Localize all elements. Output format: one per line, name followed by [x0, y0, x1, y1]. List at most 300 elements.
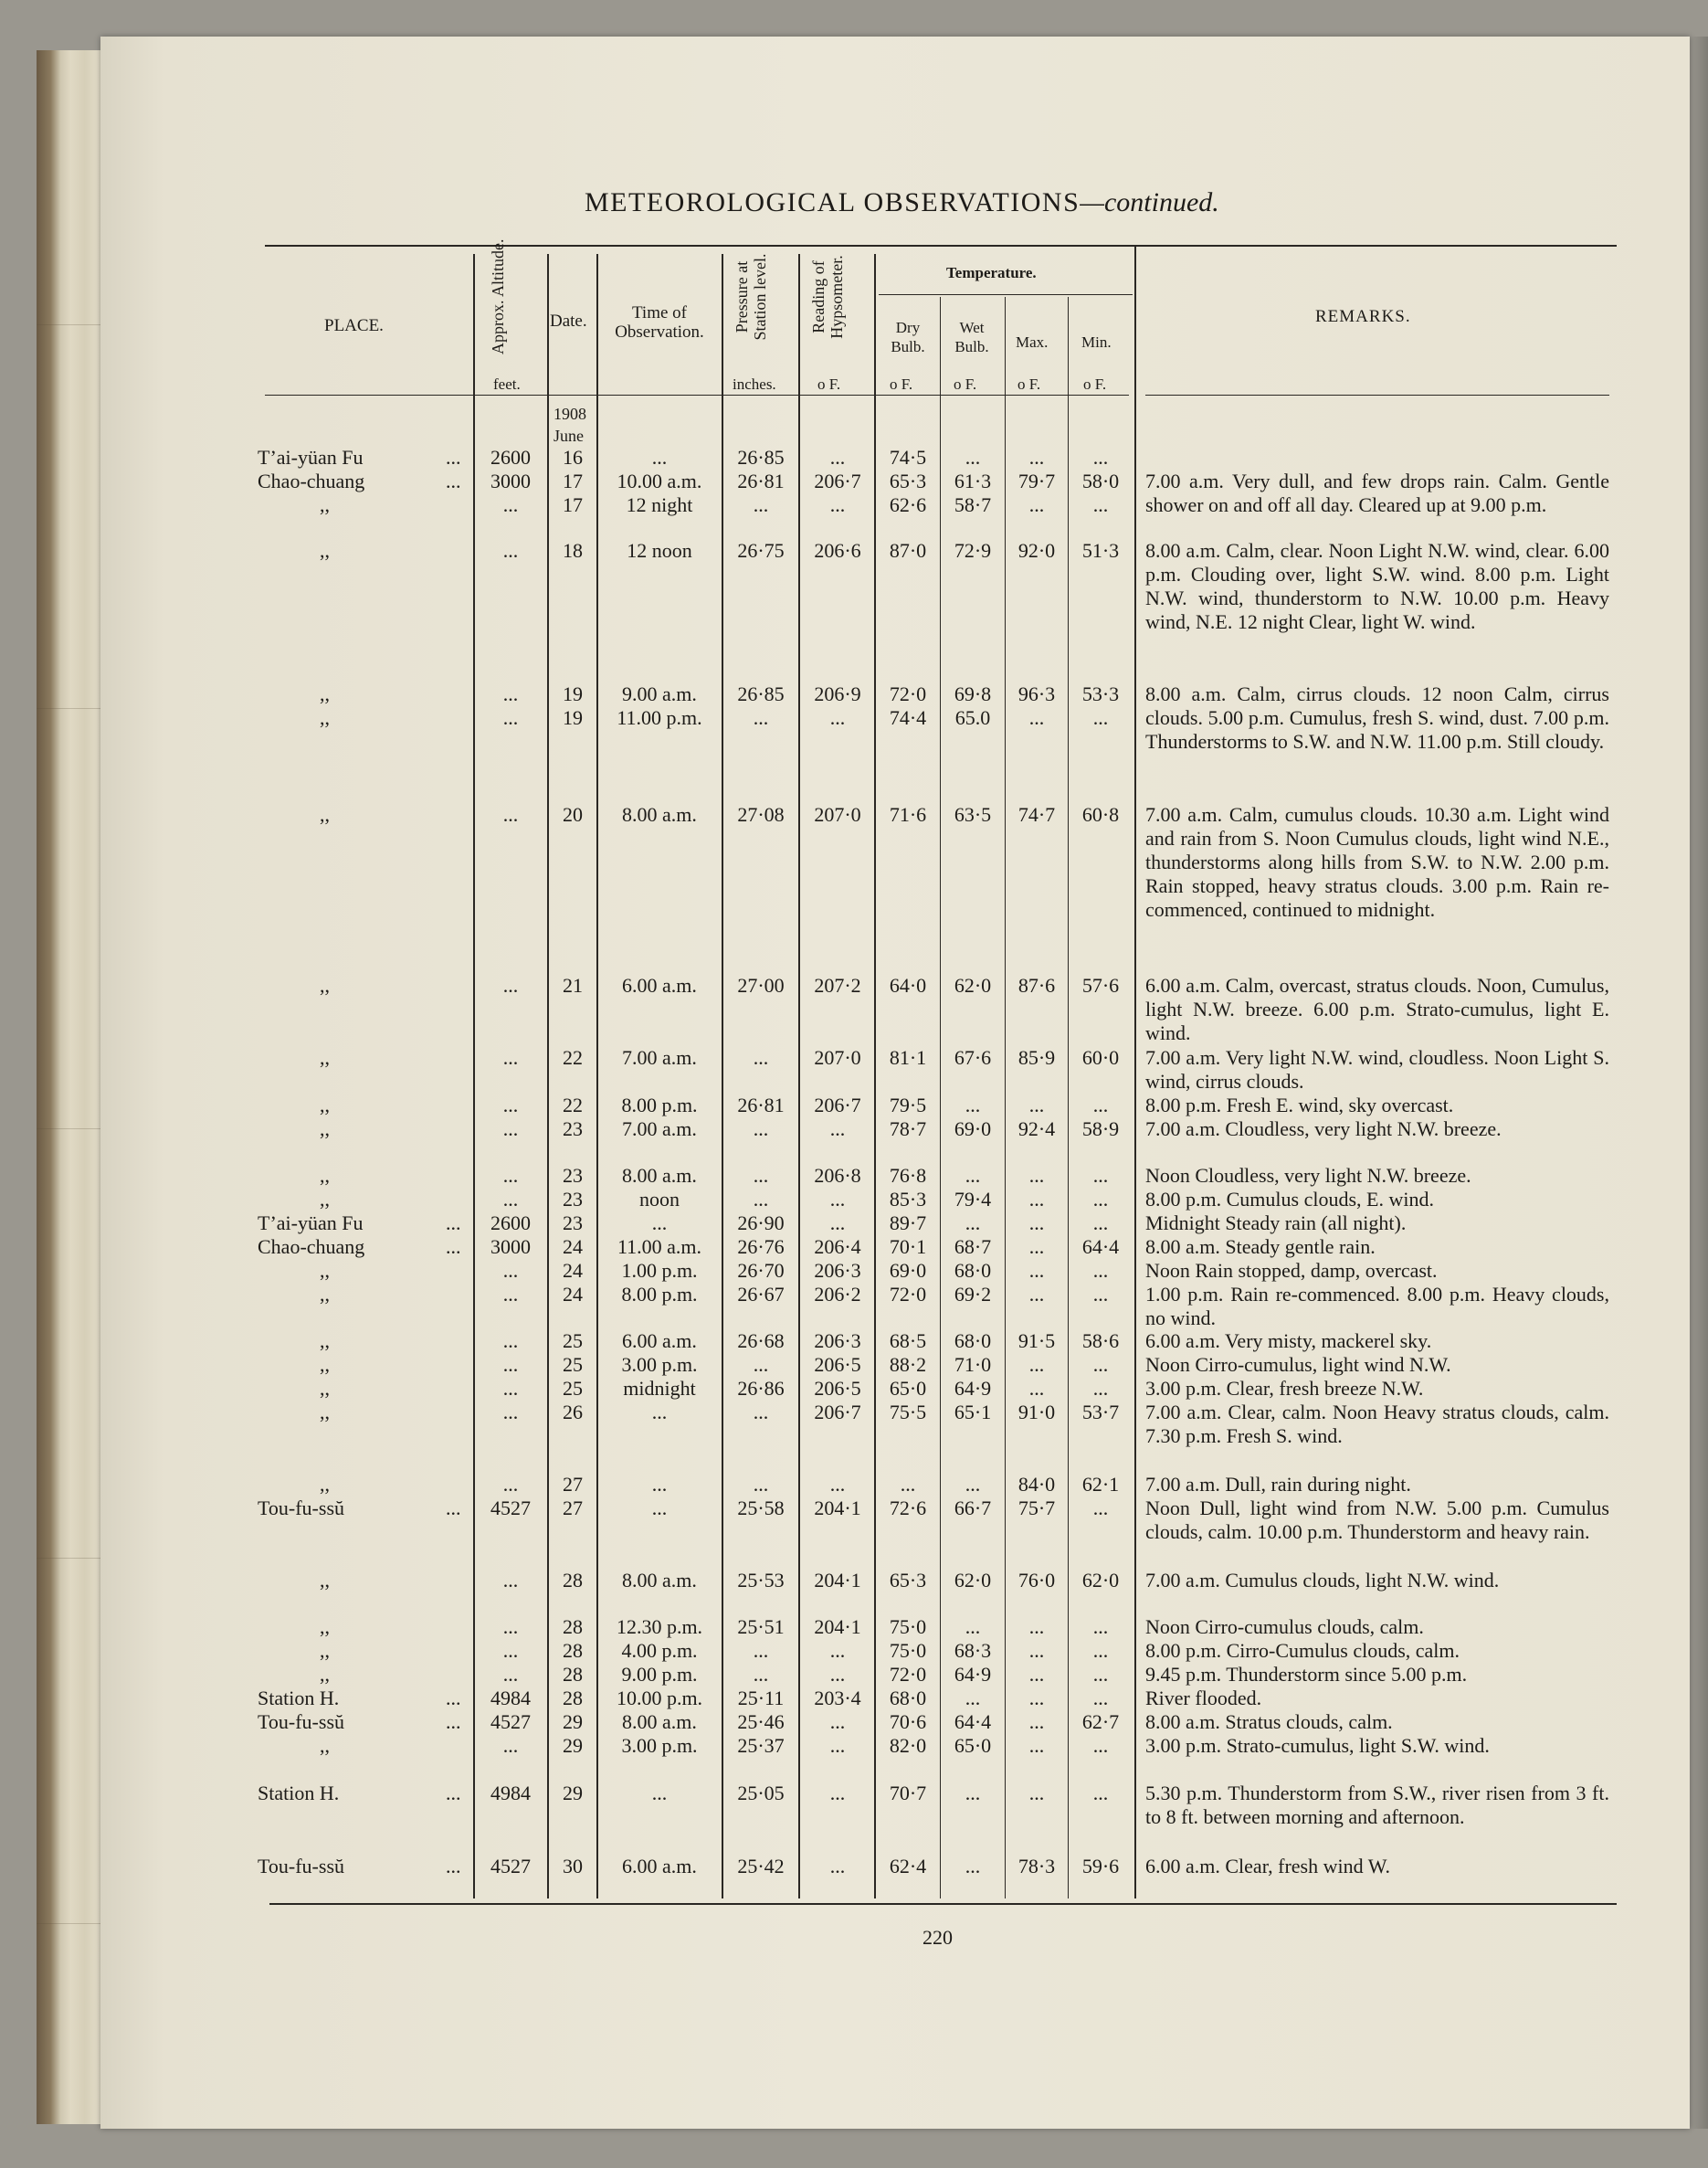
place-cell: ,, [320, 1639, 330, 1662]
max-cell: ... [1028, 1639, 1045, 1662]
place-cell: T’ai-yüan Fu [258, 1211, 364, 1234]
pressure-cell: 25·58 [737, 1496, 785, 1519]
date-cell: 29 [563, 1710, 583, 1733]
hyps-cell: 204·1 [814, 1496, 861, 1519]
time-cell: 12 noon [627, 539, 692, 562]
leader-dots: ... [446, 470, 461, 492]
pressure-cell: ... [753, 1639, 769, 1662]
hyps-cell: 206·5 [814, 1353, 861, 1376]
dry-cell: 70·7 [889, 1782, 927, 1804]
pressure-cell: 27·08 [737, 803, 785, 826]
time-cell: noon [639, 1188, 680, 1211]
time-cell: 11.00 a.m. [617, 1235, 702, 1258]
hyps-cell: 204·1 [814, 1569, 861, 1592]
place-cell: T’ai-yüan Fu [258, 446, 364, 469]
date-cell: 21 [563, 974, 583, 997]
dry-cell: 65·3 [889, 1569, 927, 1592]
time-cell: 10.00 a.m. [617, 470, 702, 492]
remark-text: 1.00 p.m. Rain re-commenced. 8.00 p.m. Heavy clouds, no wind. [1145, 1283, 1609, 1329]
header-time: Time of Observation. [615, 303, 704, 342]
max-cell: 92·4 [1017, 1117, 1056, 1140]
alt-cell: ... [502, 493, 519, 516]
wet-cell: 72·9 [954, 539, 992, 562]
pressure-cell: 26·81 [737, 470, 785, 492]
place-cell: Chao-chuang [258, 1235, 365, 1258]
time-cell: ... [651, 1496, 668, 1519]
alt-cell: ... [502, 1117, 519, 1140]
date-cell: 19 [563, 706, 583, 729]
wet-cell: ... [965, 1855, 981, 1877]
min-cell: 53·7 [1081, 1401, 1120, 1423]
min-cell: ... [1092, 1734, 1109, 1757]
remark-text: Noon Dull, light wind from N.W. 5.00 p.m. Cumulus clouds, calm. 10.00 p.m. Thunderstorm and heavy rain. [1145, 1496, 1609, 1543]
place-cell: ,, [320, 1473, 330, 1496]
header-bottom-rule-left [265, 395, 1129, 396]
wet-cell: 62·0 [954, 974, 992, 997]
table-top-rule [265, 245, 1617, 247]
hyps-cell: ... [829, 1473, 846, 1496]
date-cell: 29 [563, 1782, 583, 1804]
wet-cell: ... [965, 1211, 981, 1234]
hyps-cell: 206·7 [814, 470, 861, 492]
pressure-cell: 26·85 [737, 446, 785, 469]
alt-cell: ... [502, 1283, 519, 1306]
wet-cell: 68·0 [954, 1259, 992, 1282]
hyps-cell: ... [829, 706, 846, 729]
place-cell: ,, [320, 1569, 330, 1592]
max-cell: 74·7 [1017, 803, 1056, 826]
max-cell: 96·3 [1017, 682, 1056, 705]
time-cell: 9.00 a.m. [622, 682, 697, 705]
alt-cell: 2600 [490, 446, 531, 469]
hyps-cell: ... [829, 1663, 846, 1686]
pressure-cell: 25·51 [737, 1615, 785, 1638]
alt-cell: ... [502, 1377, 519, 1400]
hyps-cell: 207·0 [814, 1046, 861, 1069]
date-cell: 28 [563, 1615, 583, 1638]
dry-cell: 82·0 [889, 1734, 927, 1757]
time-cell: ... [651, 1473, 668, 1496]
dry-cell: 75·5 [889, 1401, 927, 1423]
alt-cell: ... [502, 1663, 519, 1686]
time-cell: 10.00 p.m. [616, 1687, 703, 1709]
header-altitude: Approx. Altitude. [489, 238, 507, 354]
pressure-cell: ... [753, 1663, 769, 1686]
dry-cell: 75·0 [889, 1615, 927, 1638]
place-cell: ,, [320, 682, 330, 705]
header-wet-bulb: Wet Bulb. [954, 319, 989, 355]
date-cell: 25 [563, 1377, 583, 1400]
header-min: Min. [1081, 333, 1112, 351]
time-cell: 12.30 p.m. [616, 1615, 703, 1638]
time-cell: ... [651, 1211, 668, 1234]
max-cell: ... [1028, 1283, 1045, 1306]
place-cell: Tou-fu-ssŭ [258, 1496, 345, 1519]
leader-dots: ... [446, 446, 461, 469]
alt-cell: ... [502, 1188, 519, 1211]
time-cell: 11.00 p.m. [617, 706, 702, 729]
hyps-cell: 206·9 [814, 682, 861, 705]
date-cell: 24 [563, 1283, 583, 1306]
dry-cell: 87·0 [889, 539, 927, 562]
max-cell: 87·6 [1017, 974, 1056, 997]
max-cell: ... [1028, 1687, 1045, 1709]
leader-dots: ... [446, 1687, 461, 1709]
min-cell: 60·0 [1081, 1046, 1120, 1069]
date-cell: 23 [563, 1211, 583, 1234]
date-cell: 28 [563, 1663, 583, 1686]
dry-cell: 71·6 [889, 803, 927, 826]
hyps-cell: ... [829, 1639, 846, 1662]
time-cell: 8.00 a.m. [622, 803, 697, 826]
remark-text: 7.00 a.m. Calm, cumulus clouds. 10.30 a.m. Light wind and rain from S. Noon Cumulus clouds, light wind N.E., thunderstorms along hills from S.W. to N.W. 2.00 p.m. Rain stopped, heavy stratus clouds. 3.00 p.m. Rain re-commenced, continued to midnight. [1145, 803, 1609, 921]
min-cell: 64·4 [1081, 1235, 1120, 1258]
dry-cell: 62·6 [889, 493, 927, 516]
dry-cell: 75·0 [889, 1639, 927, 1662]
wet-cell: 64·9 [954, 1663, 992, 1686]
date-cell: 23 [563, 1188, 583, 1211]
time-cell: 4.00 p.m. [621, 1639, 698, 1662]
place-cell: ,, [320, 803, 330, 826]
time-cell: 8.00 a.m. [622, 1164, 697, 1187]
hyps-cell: 206·5 [814, 1377, 861, 1400]
place-cell: ,, [320, 1188, 330, 1211]
time-cell: 9.00 p.m. [621, 1663, 698, 1686]
max-cell: ... [1028, 1353, 1045, 1376]
date-cell: 26 [563, 1401, 583, 1423]
time-cell: 1.00 p.m. [621, 1259, 698, 1282]
max-cell: 91·5 [1017, 1329, 1056, 1352]
header-wet-unit: o F. [954, 375, 977, 393]
hyps-cell: ... [829, 1117, 846, 1140]
hyps-cell: 206·4 [814, 1235, 861, 1258]
wet-cell: 69·2 [954, 1283, 992, 1306]
hyps-cell: 203·4 [814, 1687, 861, 1709]
dry-cell: 70·6 [889, 1710, 927, 1733]
dry-cell: 88·2 [889, 1353, 927, 1376]
place-cell: Station H. [258, 1782, 340, 1804]
min-cell: ... [1092, 1283, 1109, 1306]
page-title [585, 187, 1219, 218]
wet-cell: 65.0 [954, 706, 991, 729]
date-cell: 23 [563, 1164, 583, 1187]
place-cell: ,, [320, 974, 330, 997]
pressure-cell: ... [753, 706, 769, 729]
date-cell: 28 [563, 1687, 583, 1709]
max-cell: ... [1028, 1734, 1045, 1757]
hyps-cell: ... [829, 446, 846, 469]
max-cell: 91·0 [1017, 1401, 1056, 1423]
place-cell: ,, [320, 1734, 330, 1757]
min-cell: 51·3 [1081, 539, 1120, 562]
min-cell: ... [1092, 1188, 1109, 1211]
alt-cell: 3000 [490, 470, 531, 492]
dry-cell: 79·5 [889, 1094, 927, 1116]
pressure-cell: 25·37 [737, 1734, 785, 1757]
remark-text: 3.00 p.m. Clear, fresh breeze N.W. [1145, 1377, 1424, 1400]
pressure-cell: 26·70 [737, 1259, 785, 1282]
date-cell: 24 [563, 1259, 583, 1282]
max-cell: ... [1028, 1211, 1045, 1234]
wet-cell: ... [965, 1782, 981, 1804]
remark-text: Noon Cirro-cumulus, light wind N.W. [1145, 1353, 1451, 1376]
pressure-cell: 25·05 [737, 1782, 785, 1804]
dry-cell: 85·3 [889, 1188, 927, 1211]
max-cell: ... [1028, 1235, 1045, 1258]
leader-dots: ... [446, 1235, 461, 1258]
wet-cell: 63·5 [954, 803, 992, 826]
time-cell: ... [651, 1401, 668, 1423]
alt-cell: ... [502, 1353, 519, 1376]
col-rule-5 [798, 254, 800, 1898]
pressure-cell: 26·75 [737, 539, 785, 562]
pressure-cell: ... [753, 493, 769, 516]
alt-cell: 4527 [490, 1496, 531, 1519]
time-cell: 7.00 a.m. [622, 1046, 697, 1069]
max-cell: 92·0 [1017, 539, 1056, 562]
wet-cell: 66·7 [954, 1496, 992, 1519]
col-rule-6 [874, 254, 876, 1898]
header-hypsometer: Reading of Hypsometer. [809, 255, 846, 339]
remark-text: 7.00 a.m. Very dull, and few drops rain. Calm. Gentle shower on and off all day. Cleared up at 9.00 p.m. [1145, 470, 1609, 516]
place-cell: ,, [320, 1283, 330, 1306]
alt-cell: ... [502, 1094, 519, 1116]
hyps-cell: 206·3 [814, 1329, 861, 1352]
remark-text: Noon Rain stopped, damp, overcast. [1145, 1259, 1438, 1282]
dry-cell: 72·0 [889, 1663, 927, 1686]
time-cell: 6.00 a.m. [622, 1329, 697, 1352]
time-cell: ... [651, 446, 668, 469]
max-cell: ... [1028, 446, 1045, 469]
wet-cell: 69·8 [954, 682, 992, 705]
min-cell: ... [1092, 1211, 1109, 1234]
wet-cell: 64·4 [954, 1710, 992, 1733]
min-cell: ... [1092, 706, 1109, 729]
alt-cell: 2600 [490, 1211, 531, 1234]
hyps-cell: ... [829, 1734, 846, 1757]
place-cell: ,, [320, 1046, 330, 1069]
page-number: 220 [923, 1926, 953, 1949]
date-cell: 20 [563, 803, 583, 826]
leader-dots: ... [446, 1710, 461, 1733]
dry-cell: 65·3 [889, 470, 927, 492]
alt-cell: 4984 [490, 1687, 531, 1709]
dry-cell: 70·1 [889, 1235, 927, 1258]
alt-cell: ... [502, 1046, 519, 1069]
page-title-main: METEOROLOGICAL OBSERVATIONS [585, 187, 1081, 217]
header-altitude-unit: feet. [493, 375, 521, 393]
min-cell: ... [1092, 1094, 1109, 1116]
place-cell: ,, [320, 1401, 330, 1423]
dry-cell: 68·0 [889, 1687, 927, 1709]
wet-cell: ... [965, 1164, 981, 1187]
remark-text: 8.00 a.m. Steady gentle rain. [1145, 1235, 1376, 1258]
page-gutter-shadow [1690, 37, 1708, 2129]
remark-text: 7.00 a.m. Dull, rain during night. [1145, 1473, 1411, 1496]
pressure-cell: ... [753, 1117, 769, 1140]
pressure-cell: ... [753, 1353, 769, 1376]
place-cell: ,, [320, 1259, 330, 1282]
hyps-cell: 206·7 [814, 1094, 861, 1116]
alt-cell: ... [502, 1639, 519, 1662]
dry-cell: 72·0 [889, 682, 927, 705]
page-title-continued: —continued. [1080, 187, 1219, 217]
hyps-cell: 207·2 [814, 974, 861, 997]
wet-cell: ... [965, 446, 981, 469]
dry-cell: ... [900, 1473, 916, 1496]
dry-cell: 68·5 [889, 1329, 927, 1352]
date-cell: 27 [563, 1496, 583, 1519]
max-cell: ... [1028, 1615, 1045, 1638]
date-cell: 24 [563, 1235, 583, 1258]
pressure-cell: 25·53 [737, 1569, 785, 1592]
alt-cell: ... [502, 803, 519, 826]
pressure-cell: 26·68 [737, 1329, 785, 1352]
alt-cell: 4527 [490, 1855, 531, 1877]
remark-text: 6.00 a.m. Clear, fresh wind W. [1145, 1855, 1390, 1877]
remark-text: 8.00 p.m. Cumulus clouds, E. wind. [1145, 1188, 1434, 1211]
time-cell: 6.00 a.m. [622, 974, 697, 997]
place-cell: Chao-chuang [258, 470, 365, 492]
remark-text: 8.00 p.m. Fresh E. wind, sky overcast. [1145, 1094, 1454, 1116]
pressure-cell: 26·90 [737, 1211, 785, 1234]
place-cell: Tou-fu-ssŭ [258, 1855, 345, 1877]
place-cell: ,, [320, 706, 330, 729]
dry-cell: 81·1 [889, 1046, 927, 1069]
pressure-cell: 27·00 [737, 974, 785, 997]
hyps-cell: ... [829, 1211, 846, 1234]
place-cell: ,, [320, 1377, 330, 1400]
pressure-cell: 25·42 [737, 1855, 785, 1877]
min-cell: 62·1 [1081, 1473, 1120, 1496]
min-cell: ... [1092, 1663, 1109, 1686]
header-remarks: REMARKS. [1315, 307, 1411, 326]
wet-cell: ... [965, 1094, 981, 1116]
max-cell: 84·0 [1017, 1473, 1056, 1496]
pressure-cell: 26·86 [737, 1377, 785, 1400]
header-dry-bulb: Dry Bulb. [891, 319, 925, 355]
remark-text: Noon Cirro-cumulus clouds, calm. [1145, 1615, 1424, 1638]
alt-cell: ... [502, 706, 519, 729]
wet-cell: ... [965, 1687, 981, 1709]
date-cell: 28 [563, 1639, 583, 1662]
col-rule-7 [940, 297, 941, 1898]
dry-cell: 74·5 [889, 446, 927, 469]
leader-dots: ... [446, 1496, 461, 1519]
pressure-cell: 26·67 [737, 1283, 785, 1306]
min-cell: 57·6 [1081, 974, 1120, 997]
hyps-cell: ... [829, 1188, 846, 1211]
alt-cell: ... [502, 1734, 519, 1757]
wet-cell: 65·0 [954, 1734, 992, 1757]
hyps-cell: 206·8 [814, 1164, 861, 1187]
remark-text: 7.00 a.m. Cloudless, very light N.W. breeze. [1145, 1117, 1502, 1140]
max-cell: 78·3 [1017, 1855, 1056, 1877]
dry-cell: 76·8 [889, 1164, 927, 1187]
header-min-unit: o F. [1083, 375, 1107, 393]
date-cell: 18 [563, 539, 583, 562]
min-cell: 60·8 [1081, 803, 1120, 826]
col-rule-8 [1005, 297, 1006, 1898]
alt-cell: ... [502, 539, 519, 562]
wet-cell: 71·0 [954, 1353, 992, 1376]
date-cell: 17 [563, 493, 583, 516]
alt-cell: ... [502, 1164, 519, 1187]
max-cell: ... [1028, 1164, 1045, 1187]
place-cell: Tou-fu-ssŭ [258, 1710, 345, 1733]
wet-cell: 79·4 [954, 1188, 992, 1211]
min-cell: ... [1092, 1782, 1109, 1804]
date-cell: 22 [563, 1094, 583, 1116]
header-pressure: Pressure at Station level. [733, 253, 769, 341]
time-cell: ... [651, 1782, 668, 1804]
remark-text: 7.00 a.m. Clear, calm. Noon Heavy stratus clouds, calm. 7.30 p.m. Fresh S. wind. [1145, 1401, 1609, 1447]
col-rule-3 [596, 254, 598, 1898]
min-cell: 53·3 [1081, 682, 1120, 705]
place-cell: ,, [320, 1164, 330, 1187]
place-cell: ,, [320, 1663, 330, 1686]
alt-cell: ... [502, 682, 519, 705]
wet-cell: ... [965, 1473, 981, 1496]
header-bottom-rule-right [1145, 395, 1609, 396]
place-cell: ,, [320, 1353, 330, 1376]
time-cell: 6.00 a.m. [622, 1855, 697, 1877]
pressure-cell: ... [753, 1401, 769, 1423]
wet-cell: 68·7 [954, 1235, 992, 1258]
pressure-cell: 26·81 [737, 1094, 785, 1116]
min-cell: ... [1092, 493, 1109, 516]
max-cell: ... [1028, 706, 1045, 729]
header-max: Max. [1016, 333, 1049, 351]
remark-text: 6.00 a.m. Very misty, mackerel sky. [1145, 1329, 1432, 1352]
min-cell: ... [1092, 446, 1109, 469]
min-cell: 59·6 [1081, 1855, 1120, 1877]
hyps-cell: 206·7 [814, 1401, 861, 1423]
date-cell: 30 [563, 1855, 583, 1877]
remark-text: 8.00 a.m. Calm, clear. Noon Light N.W. wind, clear. 6.00 p.m. Clouding over, light S.W. wind. 8.00 p.m. Light N.W. wind, thunderstorm to N.W. 10.00 p.m. Heavy wind, N.E. 12 night Clear, light W. wind. [1145, 539, 1609, 633]
max-cell: ... [1028, 493, 1045, 516]
time-cell: 8.00 p.m. [621, 1283, 698, 1306]
alt-cell: ... [502, 1615, 519, 1638]
max-cell: ... [1028, 1377, 1045, 1400]
wet-cell: 61·3 [954, 470, 992, 492]
min-cell: 58·0 [1081, 470, 1120, 492]
time-cell: 8.00 a.m. [622, 1710, 697, 1733]
min-cell: 58·6 [1081, 1329, 1120, 1352]
max-cell: ... [1028, 1663, 1045, 1686]
alt-cell: ... [502, 1569, 519, 1592]
date-cell: 23 [563, 1117, 583, 1140]
alt-cell: 4984 [490, 1782, 531, 1804]
header-date: Date. [550, 312, 587, 331]
date-cell: 28 [563, 1569, 583, 1592]
min-cell: ... [1092, 1353, 1109, 1376]
hyps-cell: 206·6 [814, 539, 861, 562]
time-cell: 8.00 p.m. [621, 1094, 698, 1116]
time-cell: midnight [623, 1377, 696, 1400]
hyps-cell: 206·2 [814, 1283, 861, 1306]
dry-cell: 74·4 [889, 706, 927, 729]
min-cell: ... [1092, 1639, 1109, 1662]
pressure-cell: ... [753, 1473, 769, 1496]
wet-cell: 69·0 [954, 1117, 992, 1140]
header-hypsometer-unit: o F. [817, 375, 841, 393]
hyps-cell: ... [829, 1782, 846, 1804]
dry-cell: 62·4 [889, 1855, 927, 1877]
date-cell: 27 [563, 1473, 583, 1496]
hyps-cell: ... [829, 1855, 846, 1877]
remark-text: 7.00 a.m. Very light N.W. wind, cloudless. Noon Light S. wind, cirrus clouds. [1145, 1046, 1609, 1093]
